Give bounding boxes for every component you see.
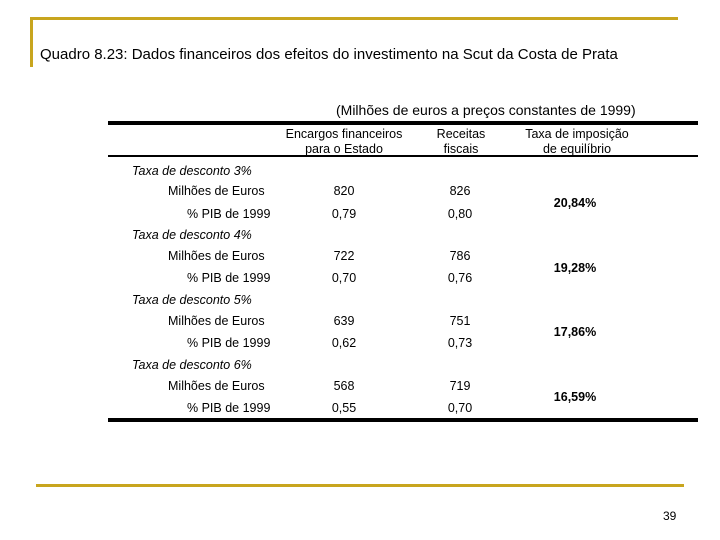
cell-encargos: 722 <box>333 249 355 263</box>
units-note: (Milhões de euros a preços constantes de 1999) <box>336 102 636 118</box>
table-bottom-rule <box>108 418 698 422</box>
cell-taxa-equilibrio: 20,84% <box>553 196 597 210</box>
page-number: 39 <box>663 509 677 523</box>
bottom-accent-line <box>36 484 684 487</box>
cell-taxa-equilibrio: 16,59% <box>553 390 597 404</box>
cell-encargos: 568 <box>333 379 355 393</box>
cell-encargos: 0,70 <box>331 271 357 285</box>
section-label-4pct: Taxa de desconto 4% <box>132 228 252 242</box>
row-label-milhoes: Milhões de Euros <box>168 184 265 198</box>
cell-receitas: 786 <box>449 249 471 263</box>
cell-encargos: 820 <box>333 184 355 198</box>
page-title: Quadro 8.23: Dados financeiros dos efeitos do investimento na Scut da Costa de Prata <box>40 46 618 63</box>
cell-receitas: 0,73 <box>447 336 473 350</box>
cell-taxa-equilibrio: 17,86% <box>553 325 597 339</box>
cell-encargos: 0,55 <box>331 401 357 415</box>
section-label-3pct: Taxa de desconto 3% <box>132 164 252 178</box>
cell-taxa-equilibrio: 19,28% <box>553 261 597 275</box>
cell-encargos: 0,79 <box>331 207 357 221</box>
cell-receitas: 0,80 <box>447 207 473 221</box>
section-label-6pct: Taxa de desconto 6% <box>132 358 252 372</box>
cell-encargos: 0,62 <box>331 336 357 350</box>
column-header-taxa: Taxa de imposição de equilíbrio <box>525 127 629 156</box>
row-label-pib: % PIB de 1999 <box>187 207 271 221</box>
top-accent-line <box>30 17 678 20</box>
section-label-5pct: Taxa de desconto 5% <box>132 293 252 307</box>
row-label-pib: % PIB de 1999 <box>187 401 271 415</box>
cell-receitas: 0,76 <box>447 271 473 285</box>
cell-receitas: 826 <box>449 184 471 198</box>
row-label-milhoes: Milhões de Euros <box>168 379 265 393</box>
cell-receitas: 751 <box>449 314 471 328</box>
column-header-encargos: Encargos financeiros para o Estado <box>285 127 403 156</box>
cell-receitas: 0,70 <box>447 401 473 415</box>
row-label-milhoes: Milhões de Euros <box>168 249 265 263</box>
row-label-milhoes: Milhões de Euros <box>168 314 265 328</box>
column-header-receitas: Receitas fiscais <box>436 127 486 156</box>
row-label-pib: % PIB de 1999 <box>187 336 271 350</box>
left-accent-line <box>30 17 33 67</box>
cell-receitas: 719 <box>449 379 471 393</box>
cell-encargos: 639 <box>333 314 355 328</box>
table-top-rule <box>108 121 698 125</box>
row-label-pib: % PIB de 1999 <box>187 271 271 285</box>
